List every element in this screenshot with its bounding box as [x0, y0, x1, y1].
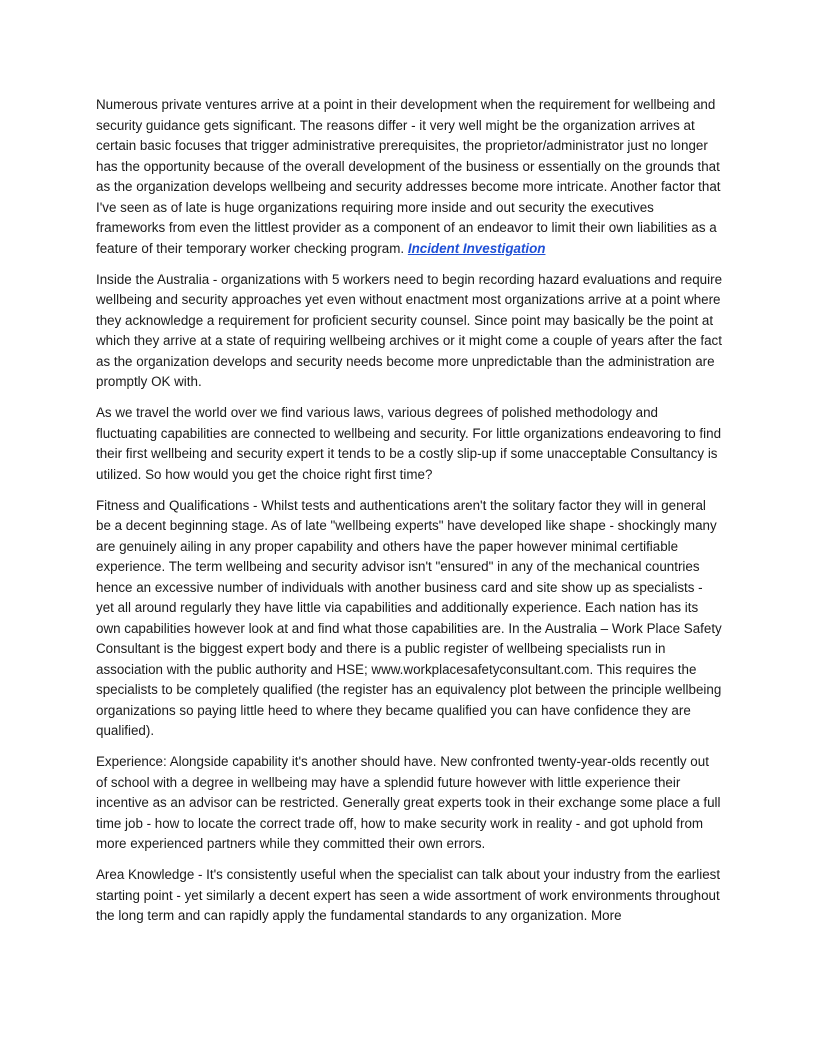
- paragraph-area-knowledge: Area Knowledge - It's consistently useful when the specialist can talk about your industry from the earliest starting point - yet similarly a decent expert has seen a wide assortment of work environments throughout the long term and can rapidly apply the fundamental standards to any organization. More: [96, 867, 721, 923]
- incident-investigation-link[interactable]: Incident Investigation: [407, 240, 546, 256]
- paragraph-intro-text: Numerous private ventures arrive at a point in their development when the requirement for wellbeing and security guidance gets significant. The reasons differ - it very well might be the organization arrives at certain basic focuses that trigger administrative prerequisites, the proprietor/administrator just no longer has the opportunity because of the overall development of the business or essentially on the grounds that as the organization develops wellbeing and security addresses become more intricate. Another factor that I've seen as of late is huge organizations requiring more inside and out security the executives frameworks from even the littlest provider as a component of an endeavor to limit their own liabilities as a feature of their temporary worker checking program.: [96, 97, 721, 256]
- document-page: [96, 95, 722, 937]
- paragraph-australia: Inside the Australia - organizations with 5 workers need to begin recording hazard evaluations and require wellbeing and security approaches yet even without enactment most organizations arrive at a point where they acknowledge a requirement for proficient security counsel. Since point may basically be the point at which they arrive at a state of requiring wellbeing archives or it might come a couple of years after the fact as the organization develops and security needs become more unpredictable than the administration are promptly OK with.: [96, 271, 723, 389]
- paragraph-travel: As we travel the world over we find various laws, various degrees of polished methodology and fluctuating capabilities are connected to wellbeing and security. For little organizations endeavoring to find their first wellbeing and security expert it tends to be a costly slip-up if some unacceptable Consultancy is utilized. So how would you get the choice right first time?: [96, 405, 722, 482]
- paragraph-intro: [96, 95, 722, 259]
- paragraph-qualifications: Fitness and Qualifications - Whilst tests and authentications aren't the solitary factor they will in general be a decent beginning stage. As of late "wellbeing experts" have developed like shape - shockingly many are genuinely ailing in any proper capability and others have the paper however minimal certifiable experience. The term wellbeing and security advisor isn't "ensured" in any of the mechanical countries hence an excessive number of individuals with another business card and site show up as specialists - yet all around regularly they have little via capabilities and additionally experience. Each nation has its own capabilities however look at and find what those capabilities are. In the Australia – Work Place Safety Consultant is the biggest expert body and there is a public register of wellbeing specialists run in association with the public authority and HSE; www.workplacesafetyconsultant.com. This requires the specialists to be completely qualified (the register has an equivalency plot between the principle wellbeing organizations so paying little heed to where they became qualified you can have confidence they are qualified).: [96, 497, 722, 738]
- paragraph-experience: Experience: Alongside capability it's another should have. New confronted twenty-year-olds recently out of school with a degree in wellbeing may have a splendid future however with little experience their incentive as an advisor can be restricted. Generally great experts took in their exchange some place a full time job - how to locate the correct trade off, how to make security work in reality - and got uphold from more experienced partners while they committed their own errors.: [96, 754, 721, 851]
